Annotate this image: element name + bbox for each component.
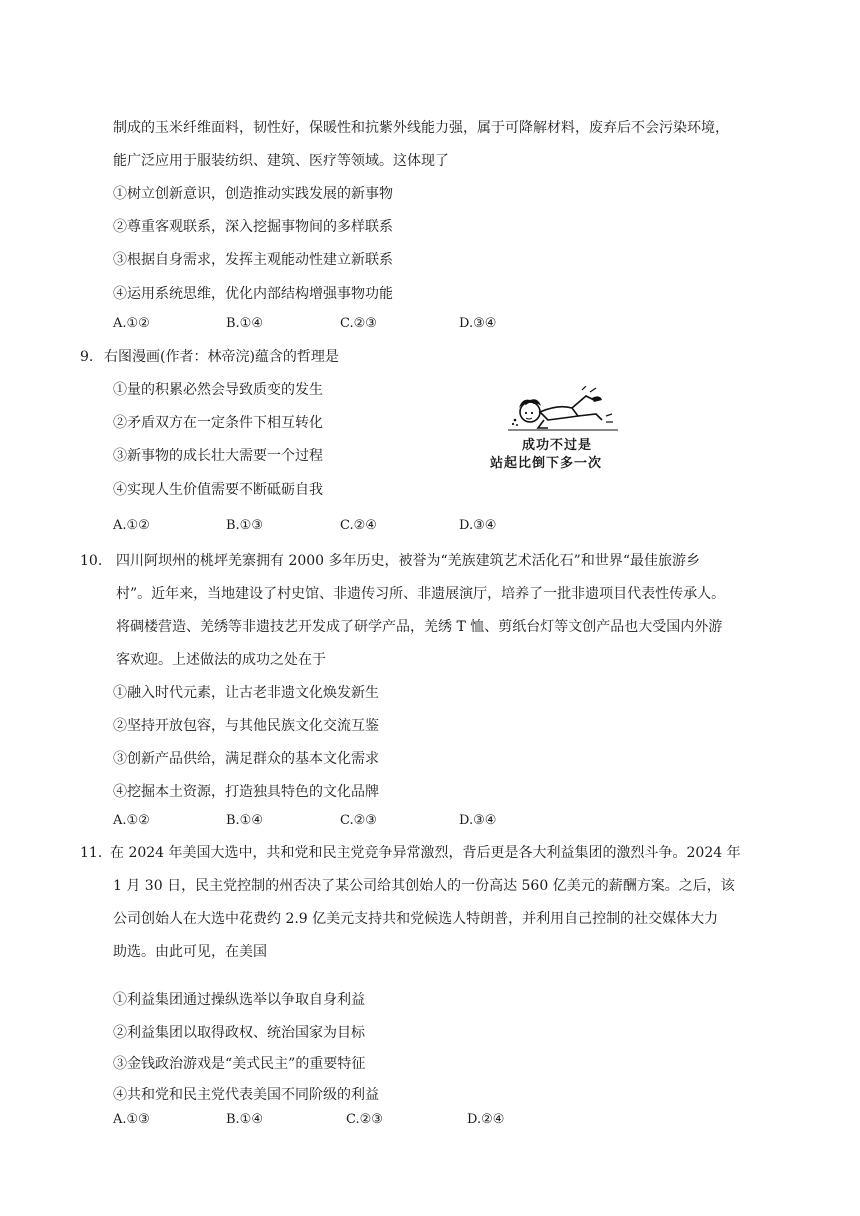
q10-stem-line-4: 客欢迎。上述做法的成功之处在于 xyxy=(116,652,326,668)
q11-stem-line-1: 在 2024 年美国大选中，共和党和民主党竞争异常激烈，背后更是各大利益集团的激烈斗争。2024 年 xyxy=(110,845,741,861)
q10-options xyxy=(113,811,533,831)
q10-item-1: ①融入时代元素，让古老非遗文化焕发新生 xyxy=(113,685,379,701)
q10-option-c[interactable]: C.②③ xyxy=(340,813,377,828)
q11-option-c[interactable]: C.②③ xyxy=(346,1112,383,1127)
q8-option-d[interactable]: D.③④ xyxy=(459,316,497,331)
q8-option-b[interactable]: B.①④ xyxy=(226,316,263,331)
q10-option-d[interactable]: D.③④ xyxy=(459,813,497,828)
q10-stem-line-3: 将碉楼营造、羌绣等非遗技艺开发成了研学产品，羌绣 T 恤、剪纸台灯等文创产品也大受国内外游 xyxy=(116,619,723,635)
q9-options xyxy=(113,516,533,536)
q9-item-4: ④实现人生价值需要不断砥砺自我 xyxy=(113,482,323,498)
q11-stem-line-4: 助选。由此可见，在美国 xyxy=(113,944,267,960)
q11-stem-line-2: 1 月 30 日，民主党控制的州否决了某公司给其创始人的一份高达 560 亿美元的薪酬方案。之后，该 xyxy=(113,878,735,894)
q9-item-3: ③新事物的成长壮大需要一个过程 xyxy=(113,448,323,464)
q8-item-3: ③根据自身需求，发挥主观能动性建立新联系 xyxy=(113,252,393,268)
q9-option-a[interactable]: A.①② xyxy=(113,518,150,533)
q9-item-2: ②矛盾双方在一定条件下相互转化 xyxy=(113,415,323,431)
q11-options xyxy=(113,1110,533,1130)
q9-option-c[interactable]: C.②④ xyxy=(340,518,377,533)
q8-stem-line-2: 能广泛应用于服装纺织、建筑、医疗等领域。这体现了 xyxy=(113,153,449,169)
q10-item-3: ③创新产品供给，满足群众的基本文化需求 xyxy=(113,751,379,767)
q9-stem: 右图漫画(作者：林帝浣)蕴含的哲理是 xyxy=(104,349,339,365)
q10-option-a[interactable]: A.①② xyxy=(113,813,150,828)
q9-number: 9. xyxy=(80,349,94,365)
q10-option-b[interactable]: B.①④ xyxy=(226,813,263,828)
q9-option-b[interactable]: B.①③ xyxy=(226,518,263,533)
q10-stem-line-2: 村”。近年来，当地建设了村史馆、非遗传习所、非遗展演厅，培养了一批非遗项目代表性传承人。 xyxy=(116,586,726,602)
q11-item-3: ③金钱政治游戏是“美式民主”的重要特征 xyxy=(113,1056,366,1072)
q10-stem-line-1: 四川阿坝州的桃坪羌寨拥有 2000 多年历史，被誉为“羌族建筑艺术活化石”和世界“最佳旅游乡 xyxy=(116,553,700,569)
q8-stem-line-1: 制成的玉米纤维面料，韧性好，保暖性和抗紫外线能力强，属于可降解材料，废弃后不会污染环境， xyxy=(113,120,729,136)
q11-item-2: ②利益集团以取得政权、统治国家为目标 xyxy=(113,1025,365,1041)
q11-number: 11. xyxy=(80,845,103,861)
q11-stem-line-3: 公司创始人在大选中花费约 2.9 亿美元支持共和党候选人特朗普，并利用自己控制的社交媒体大力 xyxy=(113,911,719,927)
q8-option-c[interactable]: C.②③ xyxy=(340,316,377,331)
q8-option-a[interactable]: A.①② xyxy=(113,316,150,331)
q10-number: 10. xyxy=(80,553,103,569)
q8-item-4: ④运用系统思维，优化内部结构增强事物功能 xyxy=(113,286,393,302)
q11-option-d[interactable]: D.②④ xyxy=(467,1112,505,1127)
q9-cartoon xyxy=(478,386,668,476)
q8-options xyxy=(113,314,533,334)
q9-option-d[interactable]: D.③④ xyxy=(459,518,497,533)
q10-item-4: ④挖掘本土资源，打造独具特色的文化品牌 xyxy=(113,784,379,800)
q11-option-a[interactable]: A.①③ xyxy=(113,1112,150,1127)
q8-item-1: ①树立创新意识，创造推动实践发展的新事物 xyxy=(113,186,393,202)
cartoon-caption-line-2: 站起比倒下多一次 xyxy=(490,456,603,471)
q11-item-1: ①利益集团通过操纵选举以争取自身利益 xyxy=(113,992,365,1008)
q11-option-b[interactable]: B.①④ xyxy=(226,1112,263,1127)
q8-item-2: ②尊重客观联系，深入挖掘事物间的多样联系 xyxy=(113,219,393,235)
q9-item-1: ①量的积累必然会导致质变的发生 xyxy=(113,382,323,398)
q10-item-2: ②坚持开放包容，与其他民族文化交流互鉴 xyxy=(113,718,379,734)
q11-item-4: ④共和党和民主党代表美国不同阶级的利益 xyxy=(113,1087,379,1103)
cartoon-caption-line-1: 成功不过是 xyxy=(522,438,593,453)
